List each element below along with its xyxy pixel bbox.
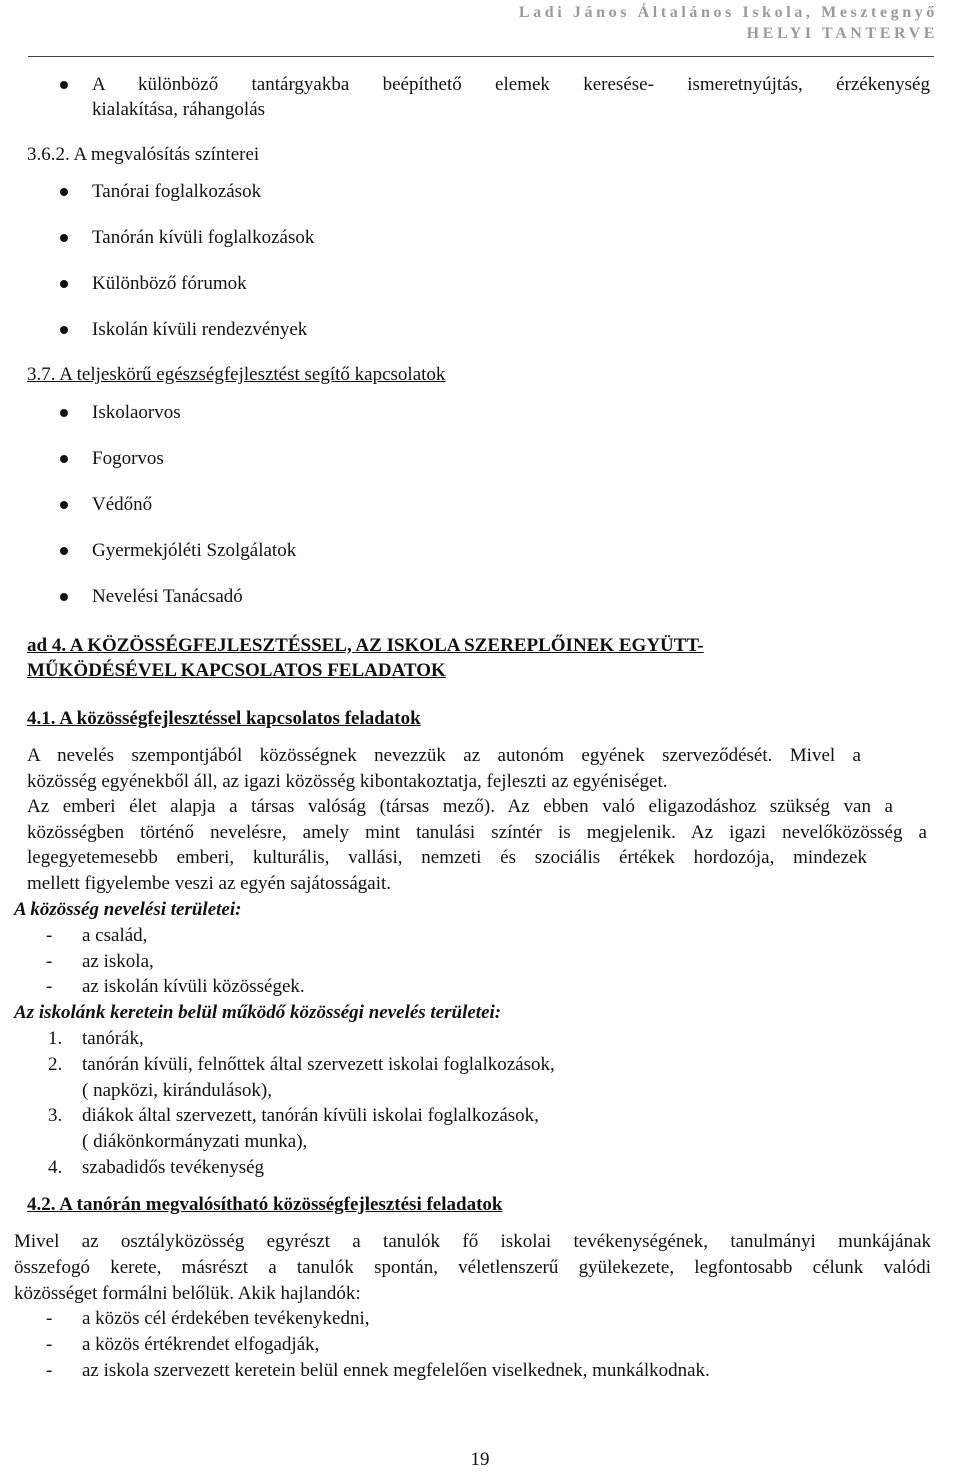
numbered-list-item: tanórán kívüli, felnőttek által szervezett iskolai foglalkozások,: [82, 1054, 555, 1075]
list-item: Iskolaorvos: [92, 402, 181, 423]
dash-marker: -: [46, 976, 53, 997]
paragraph-line: közösség egyénekből áll, az igazi közösség kibontakoztatja, fejleszti az egyéniséget.: [27, 771, 668, 792]
dash-list-item: az iskola,: [82, 951, 154, 972]
dash-marker: -: [46, 925, 53, 946]
paragraph-line: Mivel az osztályközösség egyrészt a tanulók fő iskolai tevékenységének, tanulmányi munkájának: [14, 1231, 931, 1252]
school-community-heading: Az iskolánk keretein belül működő közösségi nevelés területei:: [14, 1002, 502, 1023]
list-item: Iskolán kívüli rendezvények: [92, 319, 308, 340]
paragraph-line: Az emberi élet alapja a társas valóság (társas mező). Az ebben való eligazodáshoz szükség van a: [27, 796, 893, 817]
page-header: [519, 2, 938, 44]
list-item: Különböző fórumok: [92, 273, 247, 294]
dash-marker: -: [46, 1334, 53, 1355]
dash-list-item: az iskolán kívüli közösségek.: [82, 976, 305, 997]
numbered-list-item: diákok által szervezett, tanórán kívüli iskolai foglalkozások,: [82, 1105, 539, 1126]
list-number: 4.: [48, 1157, 63, 1178]
section-heading-4-2: 4.2. A tanórán megvalósítható közösségfejlesztési feladatok: [27, 1194, 503, 1215]
dash-list-item: a közös cél érdekében tevékenykedni,: [82, 1308, 370, 1329]
numbered-list-item: tanórák,: [82, 1028, 144, 1049]
paragraph-line: közösséget formálni belőlük. Akik hajlandók:: [14, 1283, 361, 1304]
list-item: Nevelési Tanácsadó: [92, 586, 243, 607]
list-number: 1.: [48, 1028, 63, 1049]
section-heading-3-7: 3.7. A teljeskörű egészségfejlesztést segítő kapcsolatok: [27, 364, 446, 385]
list-item: Fogorvos: [92, 448, 164, 469]
dash-list-item: az iskola szervezett keretein belül ennek megfelelően viselkednek, munkálkodnak.: [82, 1360, 710, 1381]
section-heading-3-6-2: 3.6.2. A megvalósítás színterei: [27, 144, 260, 165]
paragraph-line: összefogó kerete, másrészt a tanulók spontán, véletlenszerű gyülekezete, legfontosabb célunk valódi: [14, 1257, 931, 1278]
chapter-heading-ad-4: ad 4. A KÖZÖSSÉGFEJLESZTÉSSEL, AZ ISKOLA SZEREPLŐINEK EGYÜTT-: [27, 635, 704, 656]
paragraph-line: közösségben történő nevelésre, amely mint tanulási színtér is megjelenik. Az igazi nevelőközösség a: [27, 822, 927, 843]
list-item: Tanórán kívüli foglalkozások: [92, 227, 315, 248]
numbered-list-item: szabadidős tevékenység: [82, 1157, 265, 1178]
header-curriculum-title: HELYI TANTERVE: [746, 25, 938, 42]
dash-marker: -: [46, 951, 53, 972]
paragraph-line: legegyetemesebb emberi, kulturális, vallási, nemzeti és szociális értékek hordozója, mindezek: [27, 847, 867, 868]
dash-marker: -: [46, 1308, 53, 1329]
numbered-list-subline: ( diákönkormányzati munka),: [82, 1131, 308, 1152]
dash-list-item: a család,: [82, 925, 148, 946]
header-divider: [28, 56, 934, 57]
chapter-heading-ad-4-continuation: MŰKÖDÉSÉVEL KAPCSOLATOS FELADATOK: [27, 660, 446, 681]
list-item: Gyermekjóléti Szolgálatok: [92, 540, 297, 561]
numbered-list-subline: ( napközi, kirándulások),: [82, 1080, 272, 1101]
header-school-name: Ladi János Általános Iskola, Mesztegnyő: [518, 4, 938, 21]
community-areas-heading: A közösség nevelési területei:: [14, 899, 242, 920]
dash-marker: -: [46, 1360, 53, 1381]
list-number: 2.: [48, 1054, 63, 1075]
list-item: Tanórai foglalkozások: [92, 181, 262, 202]
page-number: 19: [470, 1449, 490, 1470]
paragraph-line: mellett figyelembe veszi az egyén sajátosságait.: [27, 873, 392, 894]
list-item: A különböző tantárgyakba beépíthető elemek keresése- ismeretnyújtás, érzékenység: [92, 74, 930, 95]
section-heading-4-1: 4.1. A közösségfejlesztéssel kapcsolatos feladatok: [27, 708, 421, 729]
list-number: 3.: [48, 1105, 63, 1126]
dash-list-item: a közös értékrendet elfogadják,: [82, 1334, 320, 1355]
paragraph-line: A nevelés szempontjából közösségnek nevezzük az autonóm egyének szerveződését. Mivel a: [27, 745, 861, 766]
list-item: Védőnő: [92, 494, 153, 515]
list-item-continuation: kialakítása, ráhangolás: [92, 99, 266, 120]
